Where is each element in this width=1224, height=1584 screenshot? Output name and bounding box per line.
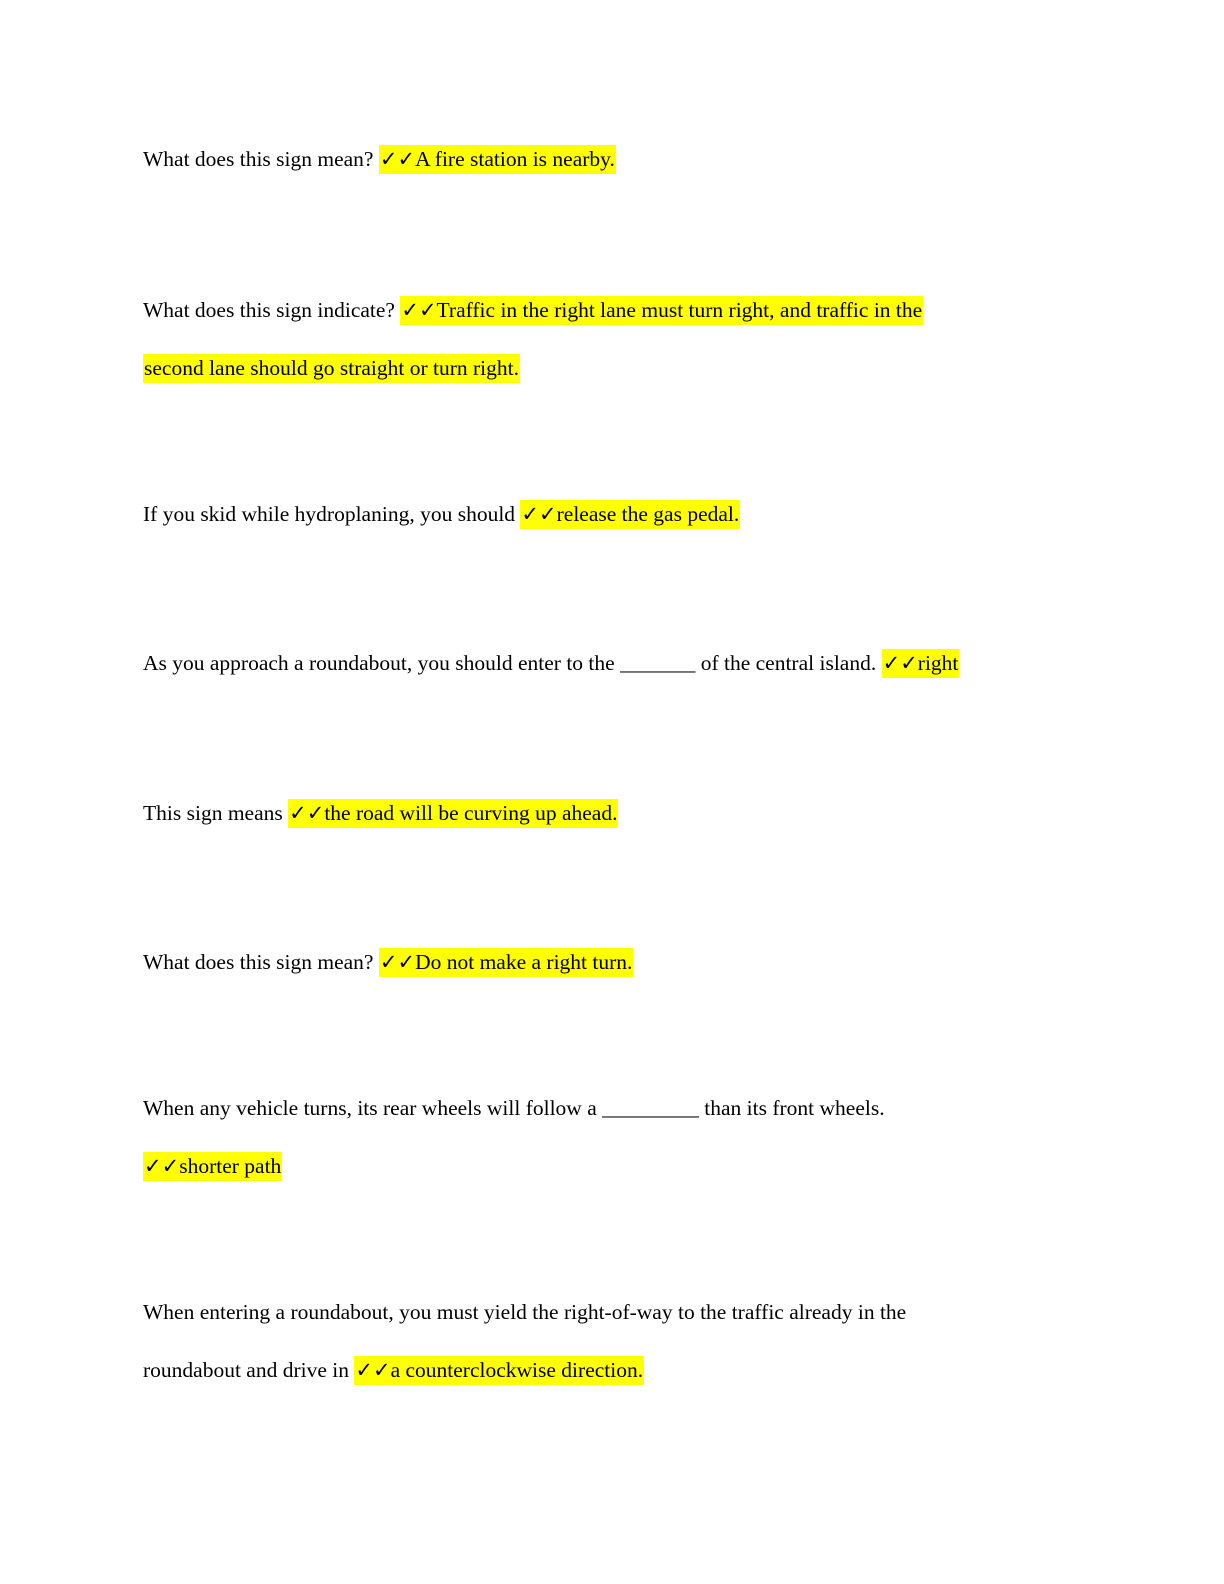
double-check-icon: ✓✓: [289, 801, 325, 825]
double-check-icon: ✓✓: [401, 298, 437, 322]
answer-2-text-line-2: second lane should go straight or turn right.: [144, 356, 519, 380]
question-4: [143, 647, 959, 679]
question-4-text: As you approach a roundabout, you should enter to the _______ of the central island.: [143, 651, 882, 675]
double-check-icon: ✓✓: [521, 502, 557, 526]
question-5: [143, 797, 618, 829]
question-3: [143, 498, 740, 530]
question-5-text: This sign means: [143, 801, 289, 825]
answer-2-text-line-1: Traffic in the right lane must turn right, and traffic in the: [436, 298, 923, 322]
double-check-icon: ✓✓: [882, 651, 918, 675]
question-7: [143, 1092, 885, 1124]
answer-2-highlight: [400, 296, 923, 325]
question-8: [143, 1296, 906, 1328]
answer-8-text: a counterclockwise direction.: [390, 1358, 644, 1382]
double-check-icon: ✓✓: [355, 1358, 391, 1382]
question-2-continuation: [143, 352, 520, 384]
question-6: [143, 946, 633, 978]
double-check-icon: ✓✓: [379, 147, 416, 171]
answer-6-highlight: [379, 948, 634, 977]
question-6-text: What does this sign mean?: [143, 950, 379, 974]
double-check-icon: ✓✓: [379, 950, 416, 974]
answer-5-highlight: [288, 799, 618, 828]
question-2-text: What does this sign indicate?: [143, 298, 401, 322]
answer-6-text: Do not make a right turn.: [415, 950, 633, 974]
question-7-answer-line: [143, 1150, 282, 1182]
answer-7-highlight: [143, 1152, 282, 1181]
answer-1-text: A fire station is nearby.: [415, 147, 615, 171]
question-8-continuation: [143, 1354, 644, 1386]
answer-3-highlight: [520, 500, 740, 529]
question-2: [143, 294, 923, 326]
answer-4-text: right: [917, 651, 959, 675]
answer-7-text: shorter path: [179, 1154, 282, 1178]
answer-1-highlight: [379, 145, 616, 174]
answer-3-text: release the gas pedal.: [556, 502, 740, 526]
question-8-text-line-2: roundabout and drive in: [143, 1358, 355, 1382]
double-check-icon: ✓✓: [144, 1154, 180, 1178]
answer-5-text: the road will be curving up ahead.: [324, 801, 618, 825]
question-3-text: If you skid while hydroplaning, you should: [143, 502, 521, 526]
question-1-text: What does this sign mean?: [143, 147, 379, 171]
answer-2-highlight-line-2: [143, 354, 520, 383]
answer-4-highlight: [882, 649, 960, 678]
question-8-text-line-1: When entering a roundabout, you must yield the right-of-way to the traffic already in the: [143, 1300, 907, 1324]
question-7-text: When any vehicle turns, its rear wheels will follow a _________ than its front wheels.: [143, 1096, 885, 1120]
question-1: [143, 143, 616, 175]
answer-8-highlight: [354, 1356, 644, 1385]
